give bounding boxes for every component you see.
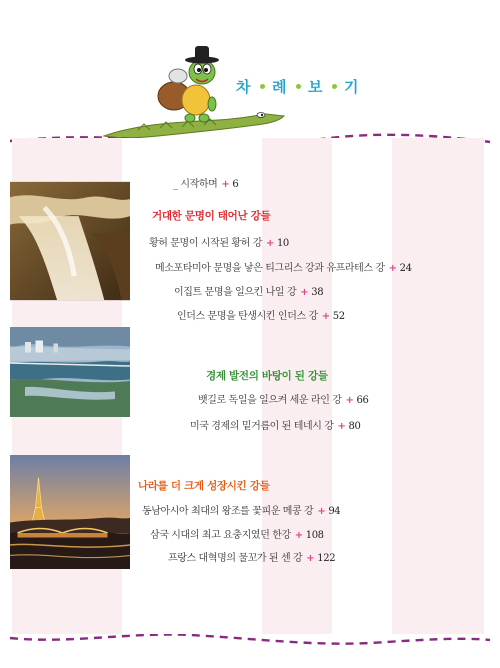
toc-entry xyxy=(150,526,324,541)
plus-bullet-icon: + xyxy=(317,506,326,517)
plus-bullet-icon: + xyxy=(300,287,309,298)
page-number: 94 xyxy=(328,506,341,517)
title-dot xyxy=(296,84,301,89)
waterfall-photo xyxy=(10,172,130,310)
title-syllable: 차 xyxy=(236,78,251,96)
section-title: 나라를 더 크게 성장시킨 강들 xyxy=(138,480,270,492)
plus-bullet-icon: + xyxy=(345,395,354,406)
toc-entry xyxy=(198,391,368,406)
paris-night-photo xyxy=(10,436,130,588)
plus-bullet-icon: + xyxy=(321,311,330,322)
toc-entry xyxy=(174,283,323,298)
river-city-photo xyxy=(10,312,130,432)
page-number: 108 xyxy=(305,530,324,541)
plus-bullet-icon: + xyxy=(337,421,346,432)
toc-entry xyxy=(190,417,360,432)
plus-bullet-icon: + xyxy=(306,553,315,564)
page-number: 24 xyxy=(399,263,412,274)
title-dot xyxy=(332,84,337,89)
page-number: 10 xyxy=(276,238,289,249)
toc-entry xyxy=(177,307,345,322)
page-number: 66 xyxy=(356,395,369,406)
page-number: 80 xyxy=(348,421,361,432)
entry-label: 메소포타미아 문명을 낳은 티그리스 강과 유프라테스 강 xyxy=(155,263,385,274)
entry-label: 미국 경제의 밑거름이 된 테네시 강 xyxy=(190,421,334,432)
entry-label: 삼국 시대의 최고 요충지였던 한강 xyxy=(150,530,291,541)
entry-label: 황허 문명이 시작된 황허 강 xyxy=(149,238,262,249)
page-number: 38 xyxy=(311,287,324,298)
toc-entry xyxy=(168,549,335,564)
intro-entry xyxy=(173,175,238,190)
section-title: 경제 발전의 바탕이 된 강들 xyxy=(206,370,328,382)
page-number: 122 xyxy=(317,553,336,564)
entry-label: 뱃길로 독일을 일으켜 세운 라인 강 xyxy=(198,395,342,406)
title-syllable: 기 xyxy=(344,78,359,96)
page-number: 6 xyxy=(232,179,239,190)
page-number: 52 xyxy=(332,311,345,322)
plus-bullet-icon: + xyxy=(221,179,230,190)
entry-label: 이집트 문명을 일으킨 나일 강 xyxy=(174,287,297,298)
toc-entry xyxy=(142,502,340,517)
toc-entry xyxy=(149,234,289,249)
plus-bullet-icon: + xyxy=(294,530,303,541)
section-title: 거대한 문명이 태어난 강들 xyxy=(152,210,271,222)
entry-label: 인더스 문명을 탄생시킨 인더스 강 xyxy=(177,311,318,322)
entry-label: 프랑스 대혁명의 물꼬가 된 센 강 xyxy=(168,553,303,564)
intro-label: _ 시작하며 xyxy=(173,179,218,190)
title-syllable: 례 xyxy=(272,78,287,96)
toc-entry xyxy=(155,259,412,274)
title-syllable: 보 xyxy=(308,78,323,96)
entry-label: 동남아시아 최대의 왕조를 꽃피운 메콩 강 xyxy=(142,506,314,517)
plus-bullet-icon: + xyxy=(388,263,397,274)
plus-bullet-icon: + xyxy=(265,238,274,249)
title-dot xyxy=(260,84,265,89)
